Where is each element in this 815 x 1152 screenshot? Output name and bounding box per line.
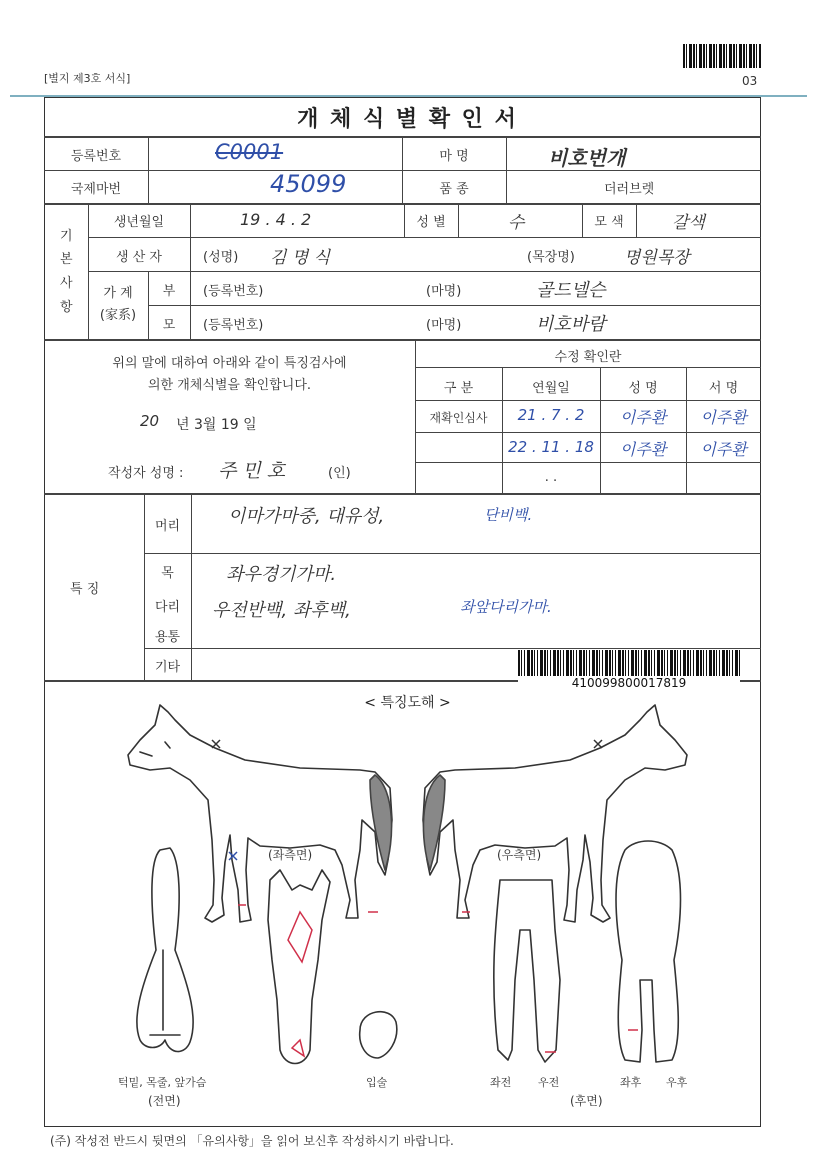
rev-row1-sign: 이주환 (700, 408, 747, 427)
fore-legs-view (494, 880, 560, 1062)
sire-reg-label: (등록번호) (203, 284, 264, 299)
farm-label: (목장명) (527, 250, 575, 265)
intl-no-label: 국제마번 (70, 182, 122, 197)
author-label: 작성자 성명 : (108, 466, 184, 481)
neck-label: 목 (161, 566, 174, 581)
breed-value: 더러브렛 (604, 182, 655, 197)
front-label: (전면) (148, 1094, 181, 1108)
front-view-horse (137, 848, 193, 1052)
pedigree-sub: (家系) (99, 308, 137, 323)
rev-row1-type: 재확인심사 (429, 411, 488, 425)
statement-line-2: 의한 개체식별을 확인합니다. (147, 378, 312, 393)
footer-note: (주) 작성전 반드시 뒷면의 「유의사항」을 읽어 보신후 작성하시기 바랍니다. (50, 1134, 454, 1148)
reg-no-value: C0001 (215, 140, 284, 164)
sire-label: 부 (162, 284, 176, 299)
sex-label: 성 별 (416, 215, 446, 230)
rev-header-date: 연월일 (532, 381, 570, 396)
producer-name-label: (성명) (203, 250, 239, 265)
horse-name-value: 비호번개 (548, 146, 626, 170)
birth-value: 19 . 4 . 2 (240, 210, 312, 229)
left-side-horse (128, 705, 392, 922)
page-title: 개 체 식 별 확 인 서 (297, 107, 518, 132)
sex-value: 수 (508, 213, 525, 233)
right-fore-caption: 우전 (538, 1076, 560, 1089)
rev-row1-name: 이주환 (619, 408, 667, 427)
birth-label: 생년월일 (113, 215, 165, 230)
color-label: 모 색 (594, 215, 624, 230)
front-caption: 턱밑, 목줄, 앞가슴 (118, 1076, 207, 1089)
lips-view (360, 1012, 397, 1058)
rev-row2-date: 22 . 11 . 18 (508, 438, 594, 456)
right-side-caption: (우측면) (497, 848, 542, 862)
horse-name-label: 마 명 (439, 149, 469, 164)
left-side-caption: (좌측면) (268, 848, 313, 862)
basic-label-4: 항 (60, 300, 73, 315)
date-prefix: 20 (140, 412, 160, 430)
features-label: 특 징 (70, 582, 100, 597)
sire-name-value: 골드넬슨 (536, 280, 606, 301)
basic-label-1: 기 (60, 229, 73, 244)
seal-label: (인) (328, 466, 351, 481)
statement-line-1: 위의 말에 대하여 아래와 같이 특징검사에 (112, 356, 347, 371)
dam-name-label: (마명) (426, 318, 462, 333)
rear-view-horse (616, 841, 681, 1062)
intl-no-value: 45099 (270, 170, 347, 198)
legs-label: 다리 (154, 600, 181, 615)
rev-header-sign: 서 명 (708, 381, 739, 396)
rear-label: (후면) (570, 1094, 603, 1108)
neck-value: 좌우경기가마. (226, 564, 337, 585)
rev-row1-date: 21 . 7 . 2 (517, 406, 585, 424)
sire-name-label: (마명) (426, 284, 462, 299)
left-fore-caption: 좌전 (490, 1076, 512, 1089)
rev-row2-name: 이주환 (619, 440, 667, 459)
head-label: 머리 (154, 519, 181, 534)
body-label: 용통 (154, 630, 181, 645)
right-hind-caption: 우후 (666, 1076, 688, 1089)
barcode-number: 410099800017819 (518, 676, 740, 690)
color-value: 갈색 (672, 213, 705, 233)
revision-title: 수정 확인란 (554, 350, 622, 365)
date-rest: 년 3월 19 일 (176, 417, 257, 433)
rev-row2-sign: 이주환 (700, 440, 747, 459)
producer-name-value: 김 명 식 (270, 248, 331, 268)
reg-no-label: 등록번호 (70, 149, 122, 164)
form-label: [별지 제3호 서식] (44, 72, 131, 85)
diagram-title: < 특징도해 > (364, 695, 451, 711)
muzzle-mark (292, 1040, 304, 1056)
legs-value-dark: 우전반백, 좌후백, (212, 600, 351, 621)
head-value-blue: 단비백. (484, 506, 533, 524)
breed-label: 품 종 (439, 182, 469, 197)
dam-name-value: 비호바람 (536, 314, 606, 335)
right-side-horse (423, 705, 687, 922)
author-value: 주 민 호 (218, 460, 286, 482)
rev-header-name: 성 명 (628, 381, 658, 396)
head-star-mark (288, 912, 312, 962)
dam-label: 모 (162, 318, 176, 333)
producer-label: 생 산 자 (116, 250, 162, 265)
dam-reg-label: (등록번호) (203, 318, 264, 333)
lips-caption: 입술 (366, 1076, 388, 1089)
farm-value: 명원목장 (624, 248, 690, 268)
head-front-view (268, 870, 330, 1064)
other-label: 기타 (154, 660, 181, 675)
left-hind-caption: 좌후 (620, 1076, 642, 1089)
basic-label-3: 사 (60, 276, 73, 291)
page-number: 03 (742, 74, 758, 88)
basic-label-2: 본 (60, 252, 73, 267)
rev-header-type: 구 분 (443, 381, 474, 396)
rev-row3-date: . . (544, 470, 558, 485)
head-value-dark: 이마가마중, 대유성, (228, 506, 385, 527)
pedigree-label: 가 계 (103, 286, 133, 301)
legs-value-blue: 좌앞다리가마. (460, 598, 552, 616)
